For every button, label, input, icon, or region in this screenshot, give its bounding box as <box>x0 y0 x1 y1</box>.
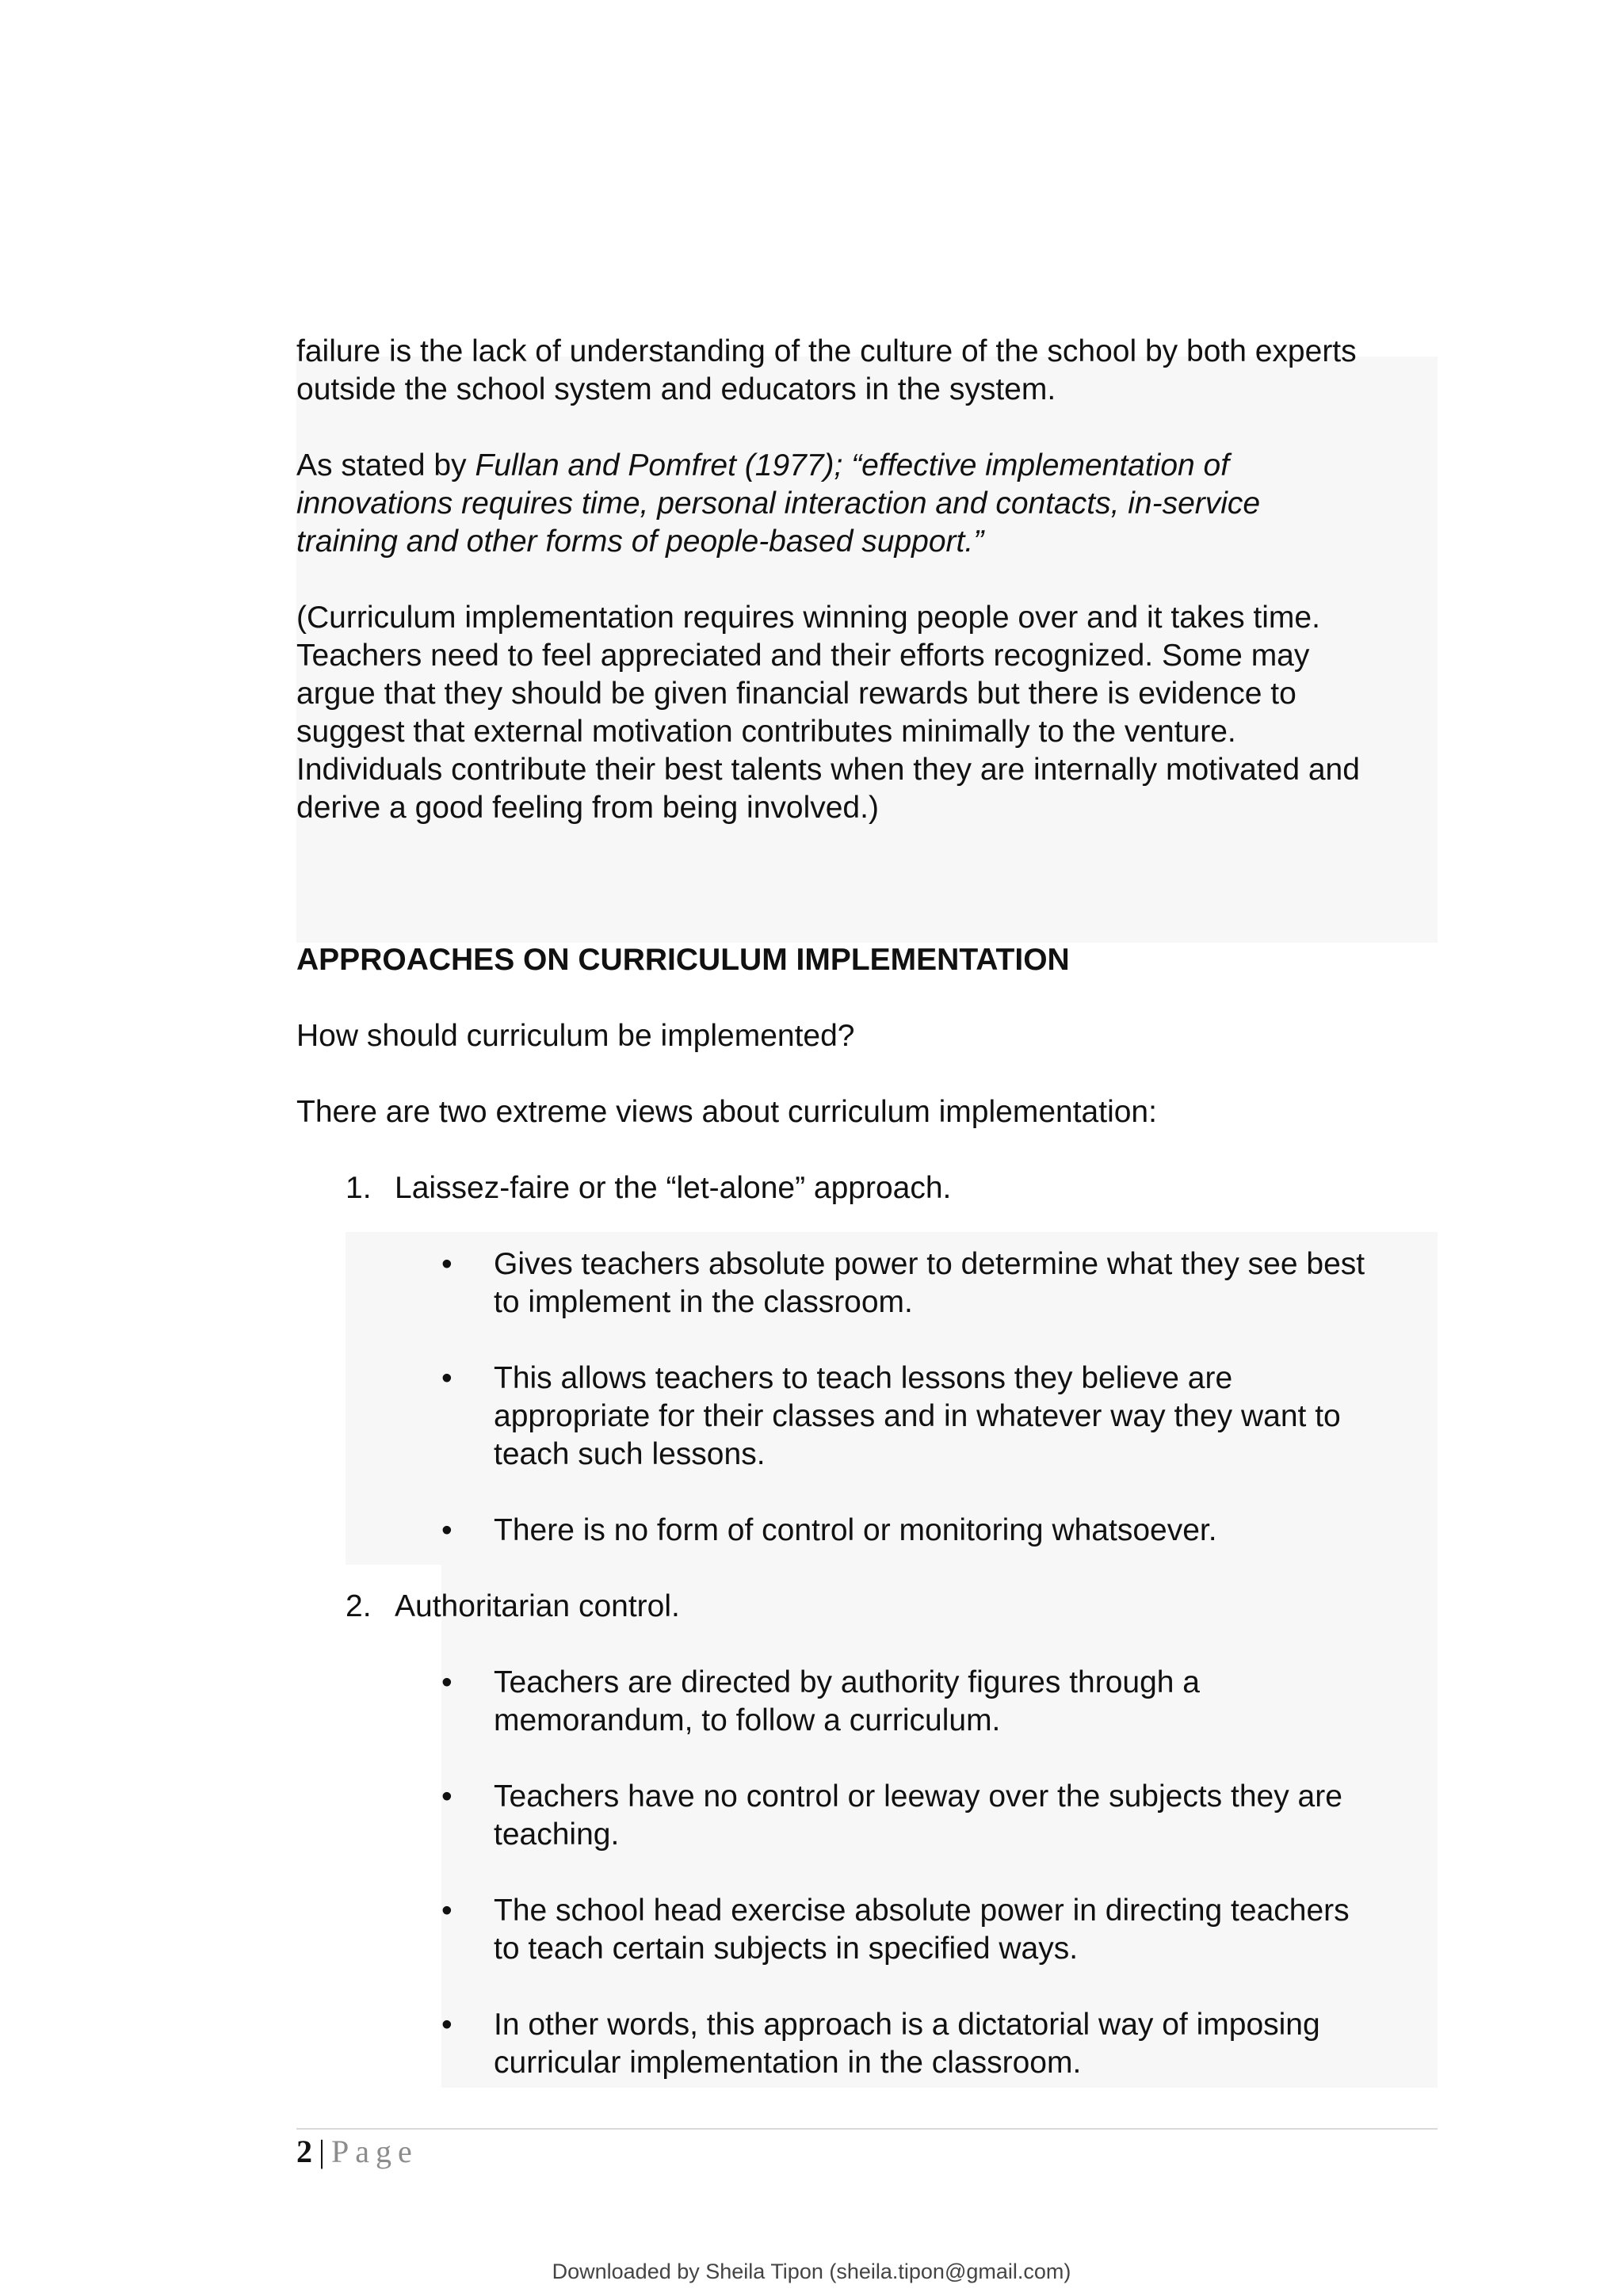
quote-text: Fullan and Pomfret (1977); “effective implementation of <box>475 448 1230 482</box>
text-line: derive a good feeling from being involved.) <box>296 791 879 825</box>
text-line: Teachers need to feel appreciated and their efforts recognized. Some may <box>296 639 1310 673</box>
bullet-item <box>494 1664 1200 1740</box>
page-label: Page <box>331 2134 418 2169</box>
footer-divider <box>296 2128 1438 2130</box>
bullet-icon: • <box>441 1779 453 1814</box>
text-line: to implement in the classroom. <box>494 1285 913 1319</box>
text-line: to teach certain subjects in specified ways. <box>494 1932 1079 1966</box>
text-line: suggest that external motivation contributes minimally to the venture. <box>296 715 1236 749</box>
bullet-icon: • <box>441 1665 453 1699</box>
text-line: teach such lessons. <box>494 1437 766 1471</box>
text-line <box>296 447 1438 485</box>
text-line: In other words, this approach is a dictatorial way of imposing <box>494 2008 1320 2042</box>
quote-text: innovations requires time, personal interaction and contacts, in-service <box>296 486 1261 521</box>
text-line: appropriate for their classes and in whatever way they want to <box>494 1399 1341 1433</box>
bullet-item <box>494 1892 1350 1968</box>
download-notice: Downloaded by Sheila Tipon (sheila.tipon@gmail.com) <box>552 2260 1071 2283</box>
section-heading: APPROACHES ON CURRICULUM IMPLEMENTATION <box>296 943 1070 977</box>
page-number-value: 2 <box>296 2134 312 2169</box>
text-line: The school head exercise absolute power in directing teachers <box>494 1894 1350 1928</box>
bullet-item <box>494 1360 1341 1474</box>
bullet-icon: • <box>441 2008 453 2042</box>
bullet-item <box>494 1778 1342 1854</box>
text-line: outside the school system and educators in the system. <box>296 372 1056 406</box>
text-line: (Curriculum implementation requires winning people over and it takes time. <box>296 601 1320 635</box>
list-item-title: Laissez-faire or the “let-alone” approach. <box>395 1171 952 1205</box>
bullet-item <box>494 2006 1320 2082</box>
text-line: Gives teachers absolute power to determine what they see best <box>494 1247 1365 1281</box>
bullet-icon: • <box>441 1361 453 1395</box>
text-line: Teachers have no control or leeway over the subjects they are <box>494 1779 1342 1814</box>
paragraph-quote <box>296 447 1438 561</box>
bullet-icon: • <box>441 1247 453 1281</box>
bullet-item <box>494 1512 1217 1550</box>
quote-lead: As stated by <box>296 448 475 482</box>
text-line: failure is the lack of understanding of the culture of the school by both experts <box>296 334 1357 368</box>
text-line: Teachers are directed by authority figures through a <box>494 1665 1201 1699</box>
text-line: argue that they should be given financial rewards but there is evidence to <box>296 677 1296 711</box>
quote-text: training and other forms of people-based support.” <box>296 524 984 559</box>
text-line: Individuals contribute their best talents when they are internally motivated and <box>296 753 1360 787</box>
bullet-icon: • <box>441 1513 453 1547</box>
text-line: curricular implementation in the classroom. <box>494 2046 1082 2080</box>
page-number <box>296 2131 418 2172</box>
list-number: 2. <box>346 1589 372 1623</box>
page-separator: | <box>319 2134 326 2169</box>
text-line: memorandum, to follow a curriculum. <box>494 1703 1001 1737</box>
bullet-icon: • <box>441 1894 453 1928</box>
text-line: There is no form of control or monitoring whatsoever. <box>494 1513 1217 1547</box>
list-item-title: Authoritarian control. <box>395 1589 680 1623</box>
bullet-item <box>494 1245 1365 1322</box>
list-number: 1. <box>346 1171 372 1205</box>
paragraph-1 <box>296 333 1438 409</box>
text-line: teaching. <box>494 1817 620 1852</box>
text-line: This allows teachers to teach lessons they believe are <box>494 1361 1233 1395</box>
intro-text: There are two extreme views about curriculum implementation: <box>296 1095 1157 1129</box>
question-text: How should curriculum be implemented? <box>296 1019 855 1053</box>
paragraph-3 <box>296 599 1438 827</box>
